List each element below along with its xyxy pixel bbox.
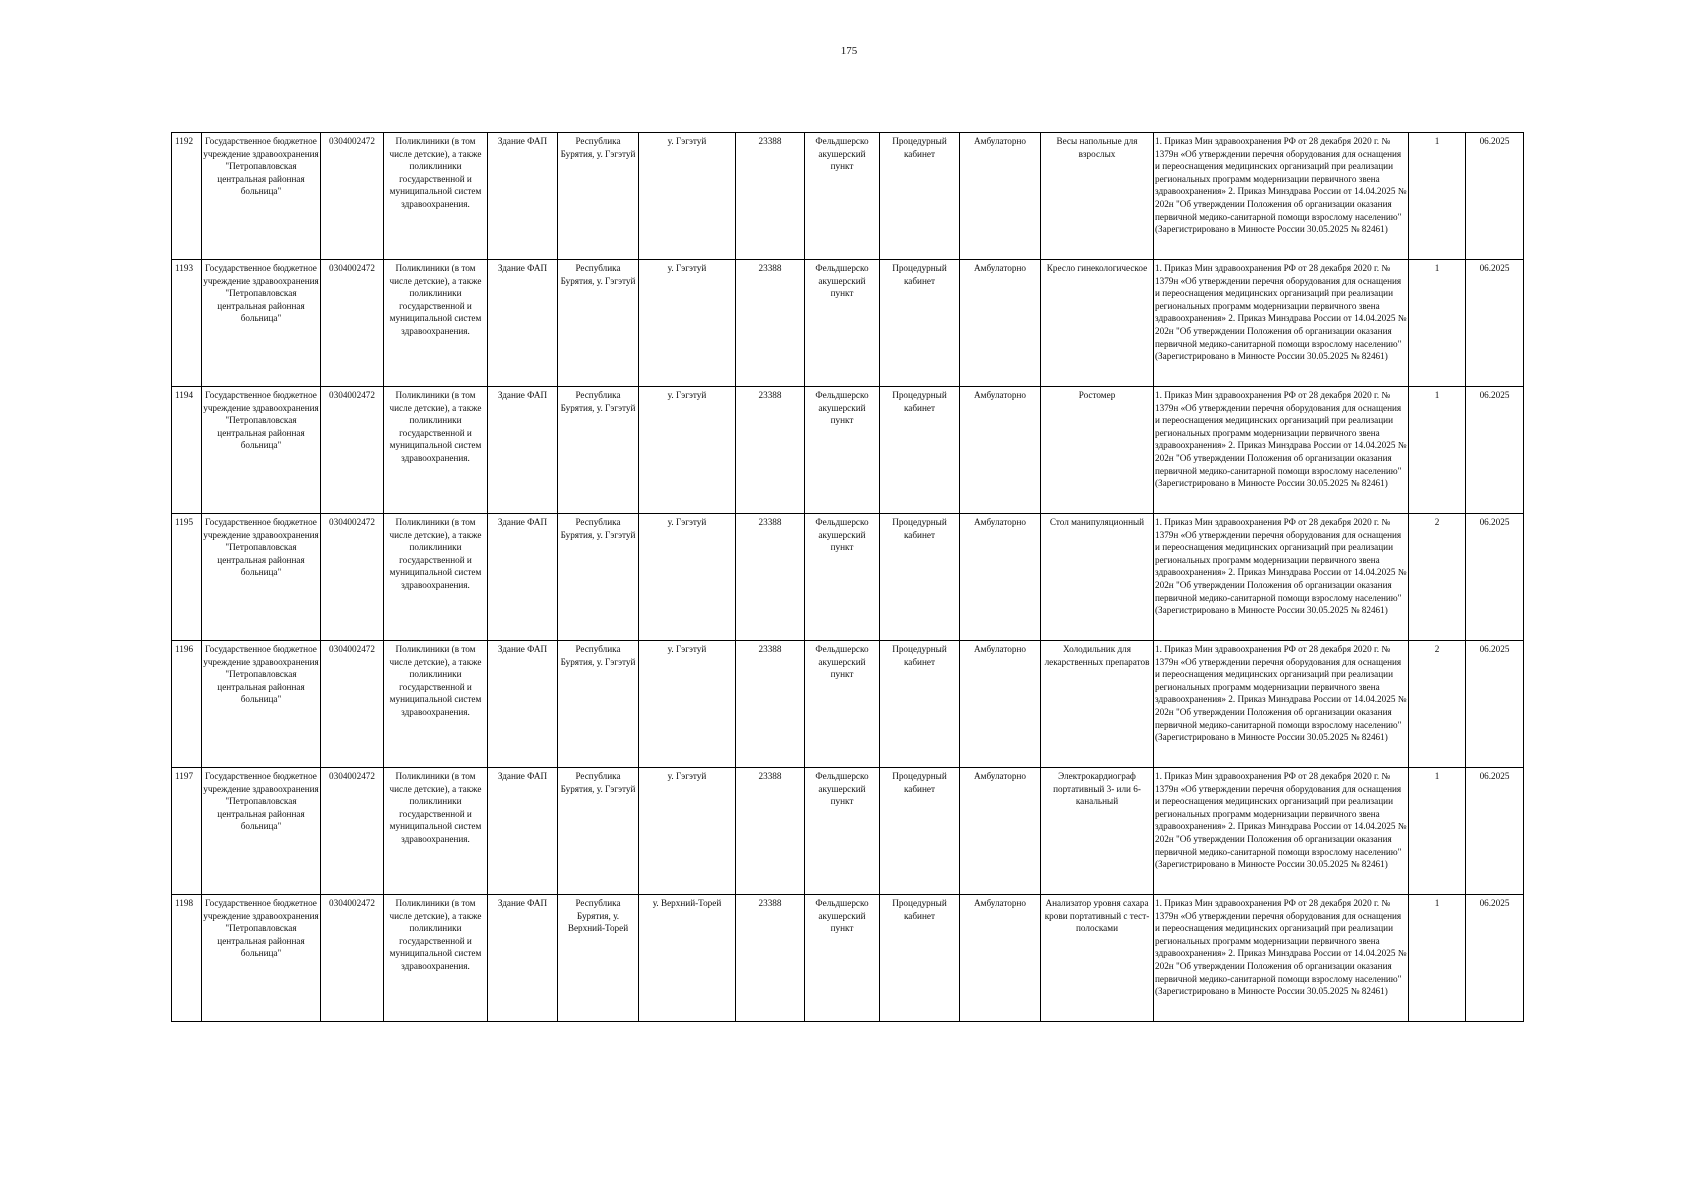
table-row [172,895,1524,1022]
cell-inn: 0304002472 [321,387,384,514]
cell-row-number: 1193 [172,260,202,387]
cell-equipment: Стол манипуляционный [1041,514,1154,641]
table-row [172,133,1524,260]
cell-address: Республика Бурятия, у. Верхний-Торей [558,895,639,1022]
cell-room: Процедурный кабинет [880,514,960,641]
cell-unit: Фельдшерско акушерский пункт [805,133,880,260]
cell-row-number: 1195 [172,514,202,641]
cell-care-type: Амбулаторно [960,133,1041,260]
cell-organization: Государственное бюджетное учреждение здравоохранения "Петропавловская центральная районная больница" [202,260,321,387]
cell-building: Здание ФАП [488,133,558,260]
cell-address: Республика Бурятия, у. Гэгэтуй [558,260,639,387]
cell-building: Здание ФАП [488,768,558,895]
cell-address: Республика Бурятия, у. Гэгэтуй [558,768,639,895]
cell-date: 06.2025 [1466,387,1524,514]
cell-inn: 0304002472 [321,133,384,260]
cell-inn: 0304002472 [321,895,384,1022]
cell-unit: Фельдшерско акушерский пункт [805,768,880,895]
cell-unit: Фельдшерско акушерский пункт [805,895,880,1022]
cell-organization: Государственное бюджетное учреждение здравоохранения "Петропавловская центральная районная больница" [202,768,321,895]
cell-equipment: Ростомер [1041,387,1154,514]
cell-care-type: Амбулаторно [960,514,1041,641]
cell-unit: Фельдшерско акушерский пункт [805,641,880,768]
cell-legal-basis: 1. Приказ Мин здравоохранения РФ от 28 декабря 2020 г. № 1379н «Об утверждении перечня оборудования для оснащения и переоснащения медицинских организаций при реализации региональных программ модернизации первичного звена здравоохранения» 2. Приказ Минздрава России от 14.04.2025 № 202н "Об утверждении Положения об организации оказания первичной медико-санитарной помощи взрослому населению" (Зарегистрировано в Минюсте России 30.05.2025 № 82461) [1154,260,1409,387]
cell-code: 23388 [736,260,805,387]
cell-unit: Фельдшерско акушерский пункт [805,260,880,387]
cell-inn: 0304002472 [321,768,384,895]
cell-unit: Фельдшерско акушерский пункт [805,514,880,641]
table-row [172,641,1524,768]
equipment-registry-table [171,132,1524,1022]
cell-date: 06.2025 [1466,133,1524,260]
cell-organization: Государственное бюджетное учреждение здравоохранения "Петропавловская центральная районная больница" [202,641,321,768]
cell-legal-basis: 1. Приказ Мин здравоохранения РФ от 28 декабря 2020 г. № 1379н «Об утверждении перечня оборудования для оснащения и переоснащения медицинских организаций при реализации региональных программ модернизации первичного звена здравоохранения» 2. Приказ Минздрава России от 14.04.2025 № 202н "Об утверждении Положения об организации оказания первичной медико-санитарной помощи взрослому населению" (Зарегистрировано в Минюсте России 30.05.2025 № 82461) [1154,514,1409,641]
cell-legal-basis: 1. Приказ Мин здравоохранения РФ от 28 декабря 2020 г. № 1379н «Об утверждении перечня оборудования для оснащения и переоснащения медицинских организаций при реализации региональных программ модернизации первичного звена здравоохранения» 2. Приказ Минздрава России от 14.04.2025 № 202н "Об утверждении Положения об организации оказания первичной медико-санитарной помощи взрослому населению" (Зарегистрировано в Минюсте России 30.05.2025 № 82461) [1154,895,1409,1022]
cell-category: Поликлиники (в том числе детские), а также поликлиники государственной и муниципальной систем здравоохранения. [384,260,488,387]
cell-equipment: Холодильник для лекарственных препаратов [1041,641,1154,768]
cell-row-number: 1192 [172,133,202,260]
cell-care-type: Амбулаторно [960,768,1041,895]
cell-category: Поликлиники (в том числе детские), а также поликлиники государственной и муниципальной систем здравоохранения. [384,514,488,641]
cell-building: Здание ФАП [488,895,558,1022]
cell-settlement: у. Гэгэтуй [639,768,736,895]
cell-inn: 0304002472 [321,514,384,641]
cell-date: 06.2025 [1466,260,1524,387]
cell-settlement: у. Гэгэтуй [639,514,736,641]
cell-room: Процедурный кабинет [880,387,960,514]
cell-quantity: 2 [1409,641,1466,768]
cell-address: Республика Бурятия, у. Гэгэтуй [558,387,639,514]
cell-date: 06.2025 [1466,514,1524,641]
table-row [172,260,1524,387]
cell-care-type: Амбулаторно [960,641,1041,768]
cell-quantity: 2 [1409,514,1466,641]
cell-code: 23388 [736,768,805,895]
cell-organization: Государственное бюджетное учреждение здравоохранения "Петропавловская центральная районная больница" [202,387,321,514]
cell-row-number: 1196 [172,641,202,768]
cell-code: 23388 [736,641,805,768]
cell-building: Здание ФАП [488,387,558,514]
cell-quantity: 1 [1409,260,1466,387]
cell-code: 23388 [736,514,805,641]
cell-date: 06.2025 [1466,768,1524,895]
cell-code: 23388 [736,133,805,260]
cell-inn: 0304002472 [321,260,384,387]
cell-quantity: 1 [1409,895,1466,1022]
cell-category: Поликлиники (в том числе детские), а также поликлиники государственной и муниципальной систем здравоохранения. [384,895,488,1022]
table-row [172,768,1524,895]
cell-equipment: Весы напольные для взрослых [1041,133,1154,260]
cell-equipment: Кресло гинекологическое [1041,260,1154,387]
cell-room: Процедурный кабинет [880,895,960,1022]
cell-building: Здание ФАП [488,514,558,641]
cell-equipment: Анализатор уровня сахара крови портативный с тест-полосками [1041,895,1154,1022]
cell-organization: Государственное бюджетное учреждение здравоохранения "Петропавловская центральная районная больница" [202,133,321,260]
cell-room: Процедурный кабинет [880,768,960,895]
cell-building: Здание ФАП [488,260,558,387]
cell-date: 06.2025 [1466,895,1524,1022]
cell-quantity: 1 [1409,387,1466,514]
cell-settlement: у. Верхний-Торей [639,895,736,1022]
cell-care-type: Амбулаторно [960,387,1041,514]
cell-unit: Фельдшерско акушерский пункт [805,387,880,514]
cell-address: Республика Бурятия, у. Гэгэтуй [558,133,639,260]
cell-row-number: 1198 [172,895,202,1022]
cell-row-number: 1194 [172,387,202,514]
cell-organization: Государственное бюджетное учреждение здравоохранения "Петропавловская центральная районная больница" [202,514,321,641]
cell-row-number: 1197 [172,768,202,895]
cell-legal-basis: 1. Приказ Мин здравоохранения РФ от 28 декабря 2020 г. № 1379н «Об утверждении перечня оборудования для оснащения и переоснащения медицинских организаций при реализации региональных программ модернизации первичного звена здравоохранения» 2. Приказ Минздрава России от 14.04.2025 № 202н "Об утверждении Положения об организации оказания первичной медико-санитарной помощи взрослому населению" (Зарегистрировано в Минюсте России 30.05.2025 № 82461) [1154,387,1409,514]
cell-category: Поликлиники (в том числе детские), а также поликлиники государственной и муниципальной систем здравоохранения. [384,768,488,895]
cell-building: Здание ФАП [488,641,558,768]
page-number: 175 [840,45,858,57]
cell-legal-basis: 1. Приказ Мин здравоохранения РФ от 28 декабря 2020 г. № 1379н «Об утверждении перечня оборудования для оснащения и переоснащения медицинских организаций при реализации региональных программ модернизации первичного звена здравоохранения» 2. Приказ Минздрава России от 14.04.2025 № 202н "Об утверждении Положения об организации оказания первичной медико-санитарной помощи взрослому населению" (Зарегистрировано в Минюсте России 30.05.2025 № 82461) [1154,768,1409,895]
cell-room: Процедурный кабинет [880,260,960,387]
cell-settlement: у. Гэгэтуй [639,260,736,387]
cell-settlement: у. Гэгэтуй [639,641,736,768]
cell-category: Поликлиники (в том числе детские), а также поликлиники государственной и муниципальной систем здравоохранения. [384,133,488,260]
cell-settlement: у. Гэгэтуй [639,133,736,260]
cell-room: Процедурный кабинет [880,641,960,768]
cell-settlement: у. Гэгэтуй [639,387,736,514]
cell-organization: Государственное бюджетное учреждение здравоохранения "Петропавловская центральная районная больница" [202,895,321,1022]
cell-category: Поликлиники (в том числе детские), а также поликлиники государственной и муниципальной систем здравоохранения. [384,641,488,768]
cell-care-type: Амбулаторно [960,260,1041,387]
cell-inn: 0304002472 [321,641,384,768]
table-body [172,133,1524,1022]
cell-code: 23388 [736,895,805,1022]
cell-category: Поликлиники (в том числе детские), а также поликлиники государственной и муниципальной систем здравоохранения. [384,387,488,514]
table-row [172,387,1524,514]
cell-quantity: 1 [1409,133,1466,260]
table-row [172,514,1524,641]
cell-care-type: Амбулаторно [960,895,1041,1022]
cell-legal-basis: 1. Приказ Мин здравоохранения РФ от 28 декабря 2020 г. № 1379н «Об утверждении перечня оборудования для оснащения и переоснащения медицинских организаций при реализации региональных программ модернизации первичного звена здравоохранения» 2. Приказ Минздрава России от 14.04.2025 № 202н "Об утверждении Положения об организации оказания первичной медико-санитарной помощи взрослому населению" (Зарегистрировано в Минюсте России 30.05.2025 № 82461) [1154,133,1409,260]
cell-address: Республика Бурятия, у. Гэгэтуй [558,641,639,768]
cell-equipment: Электрокардиограф портативный 3- или 6-канальный [1041,768,1154,895]
cell-code: 23388 [736,387,805,514]
cell-room: Процедурный кабинет [880,133,960,260]
cell-legal-basis: 1. Приказ Мин здравоохранения РФ от 28 декабря 2020 г. № 1379н «Об утверждении перечня оборудования для оснащения и переоснащения медицинских организаций при реализации региональных программ модернизации первичного звена здравоохранения» 2. Приказ Минздрава России от 14.04.2025 № 202н "Об утверждении Положения об организации оказания первичной медико-санитарной помощи взрослому населению" (Зарегистрировано в Минюсте России 30.05.2025 № 82461) [1154,641,1409,768]
cell-quantity: 1 [1409,768,1466,895]
cell-date: 06.2025 [1466,641,1524,768]
cell-address: Республика Бурятия, у. Гэгэтуй [558,514,639,641]
